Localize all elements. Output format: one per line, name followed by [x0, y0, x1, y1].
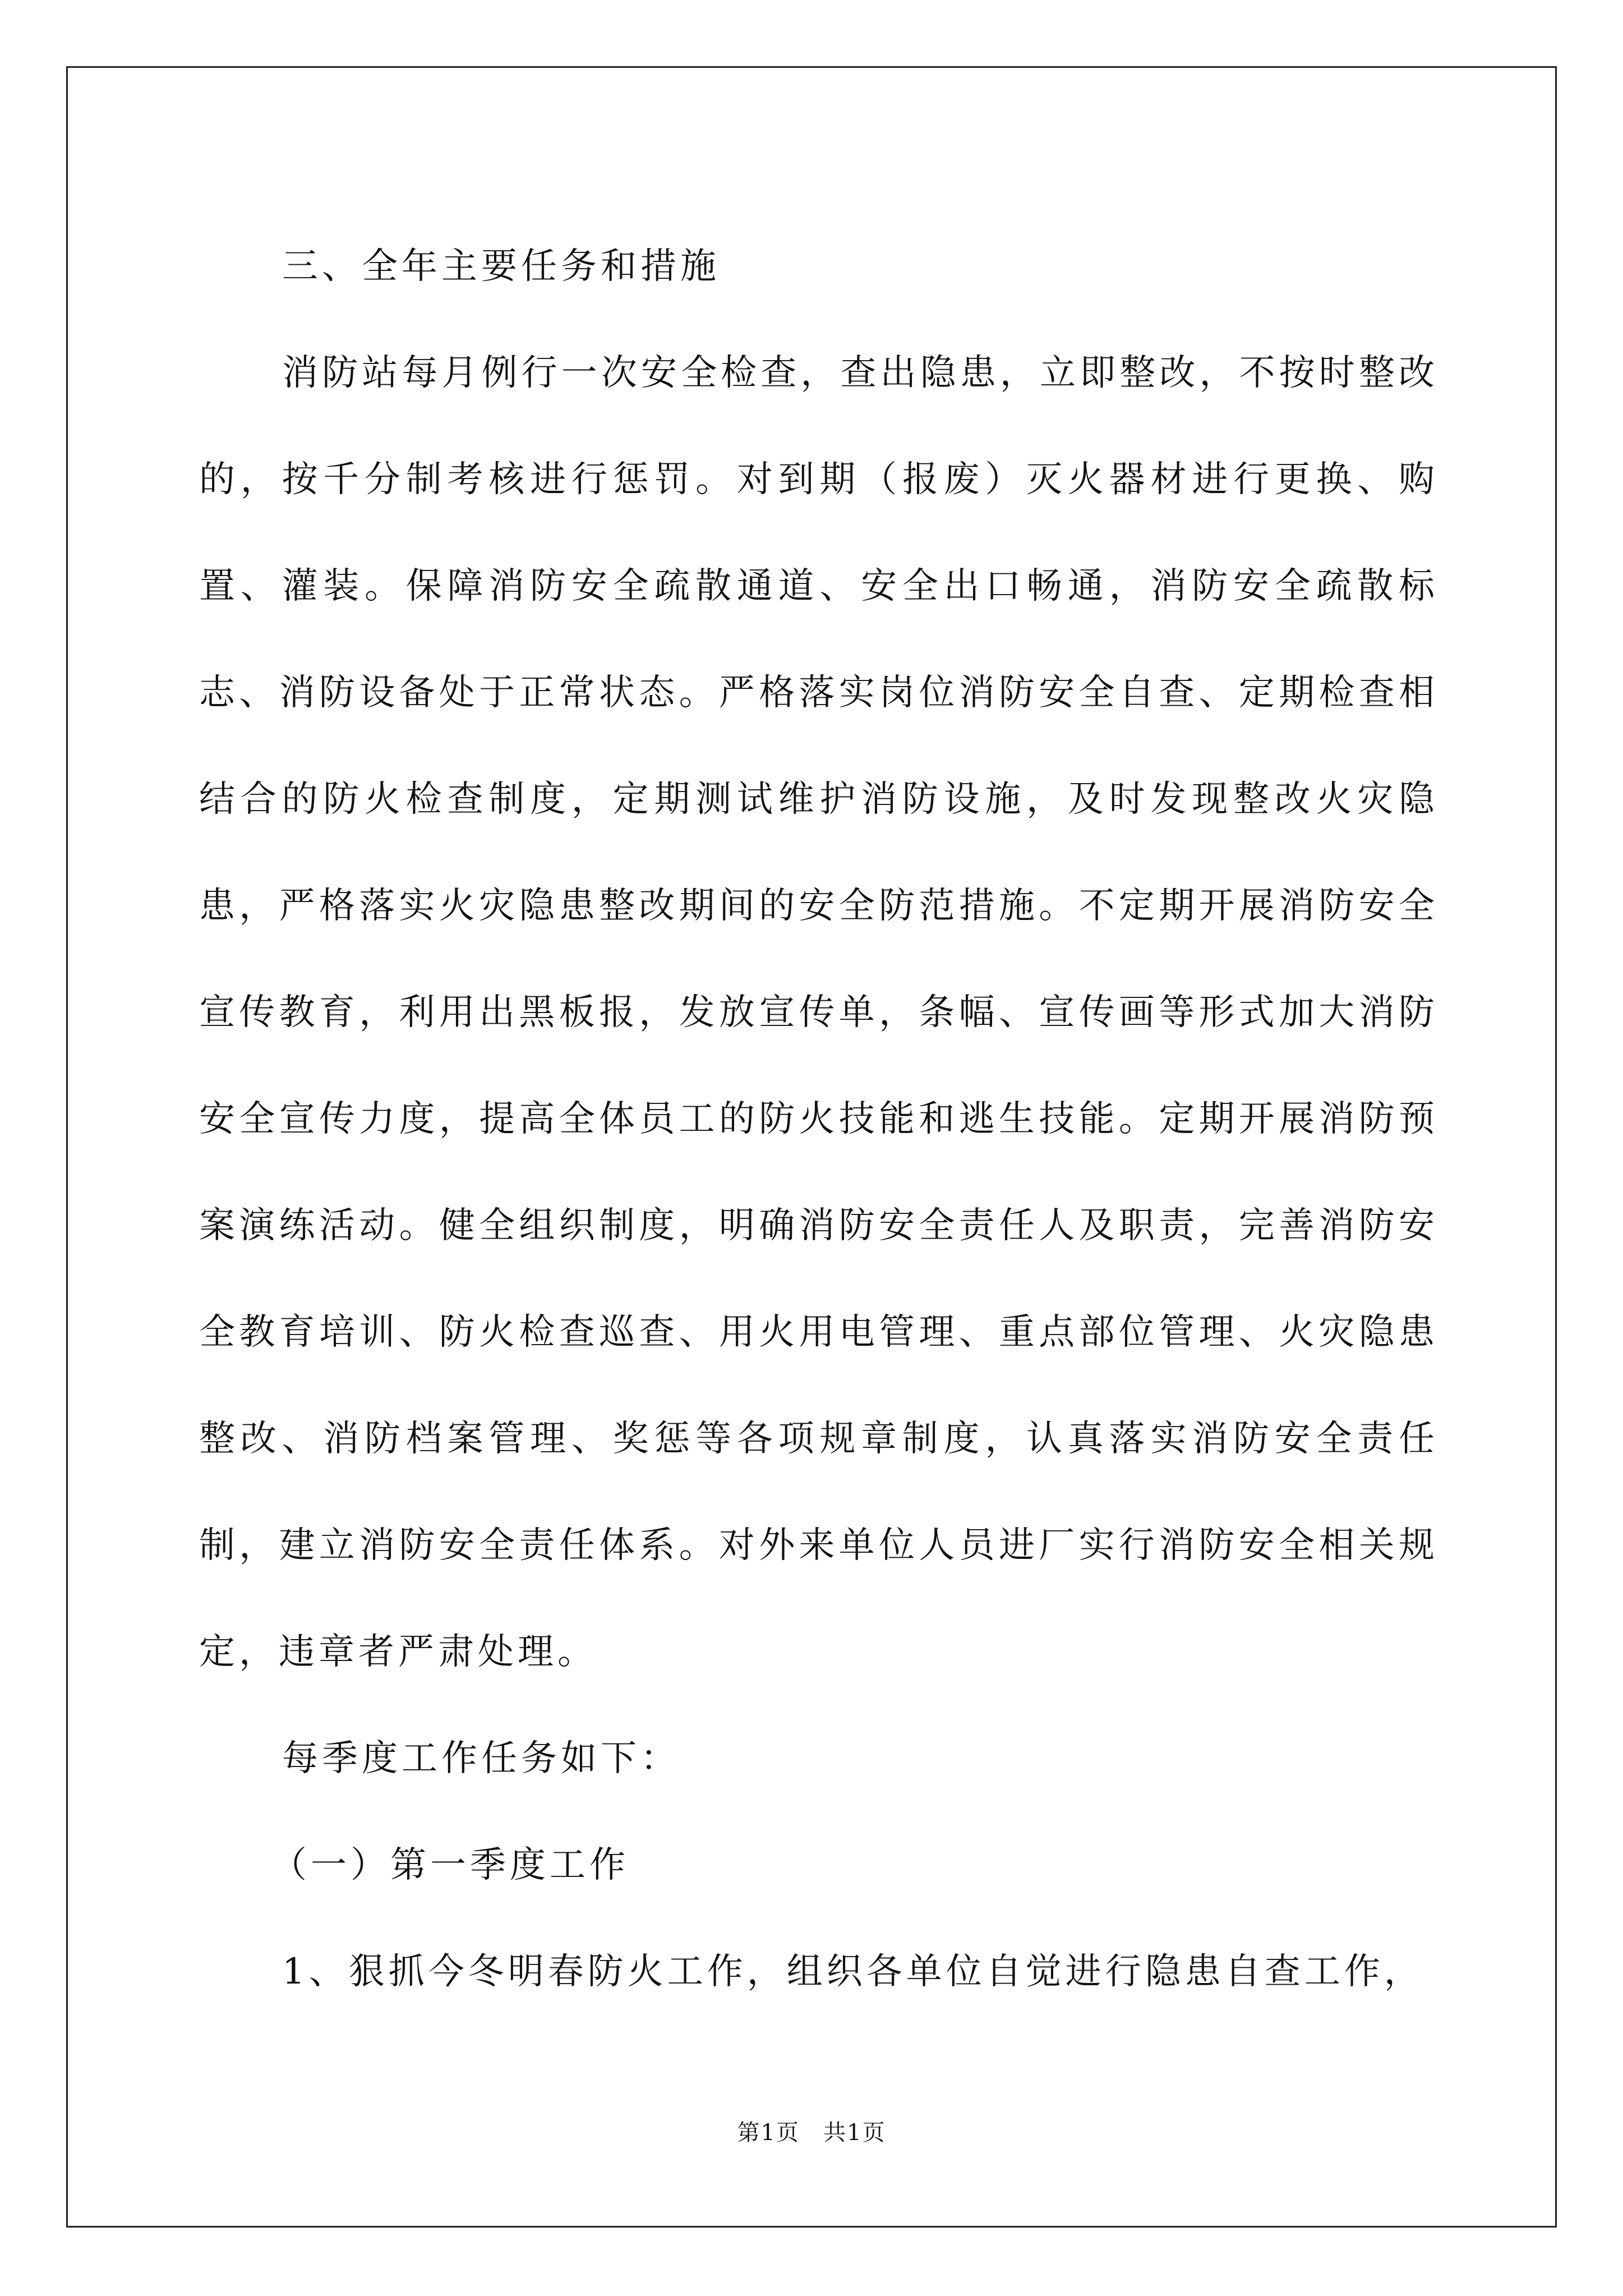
- section-heading: 三、全年主要任务和措施: [282, 246, 720, 287]
- subsection-heading: （一）第一季度工作: [271, 1844, 629, 1886]
- list-item: 1、狠抓今冬明春防火工作，组织各单位自觉进行隐患自查工作，: [282, 1951, 1424, 1993]
- document-body: [199, 213, 1438, 2025]
- page-footer: 第1页 共1页: [737, 2120, 886, 2146]
- body-paragraph: 消防站每月例行一次安全检查，查出隐患，立即整改，不按时整改的，按千分制考核进行惩罚。对到期（报废）灭火器材进行更换、购置、灌装。保障消防安全疏散通道、安全出口畅通，消防安全疏散标志、消防设备处于正常状态。严格落实岗位消防安全自查、定期检查相结合的防火检查制度，定期测试维护消防设施，及时发现整改火灾隐患，严格落实火灾隐患整改期间的安全防范措施。不定期开展消防安全宣传教育，利用出黑板报，发放宣传单，条幅、宣传画等形式加大消防安全宣传力度，提高全体员工的防火技能和逃生技能。定期开展消防预案演练活动。健全组织制度，明确消防安全责任人及职责，完善消防安全教育培训、防火检查巡查、用火用电管理、重点部位管理、火灾隐患整改、消防档案管理、奖惩等各项规章制度，认真落实消防安全责任制，建立消防安全责任体系。对外来单位人员进厂实行消防安全相关规定，违章者严肃处理。: [199, 352, 1438, 1673]
- quarterly-intro: 每季度工作任务如下：: [282, 1738, 680, 1779]
